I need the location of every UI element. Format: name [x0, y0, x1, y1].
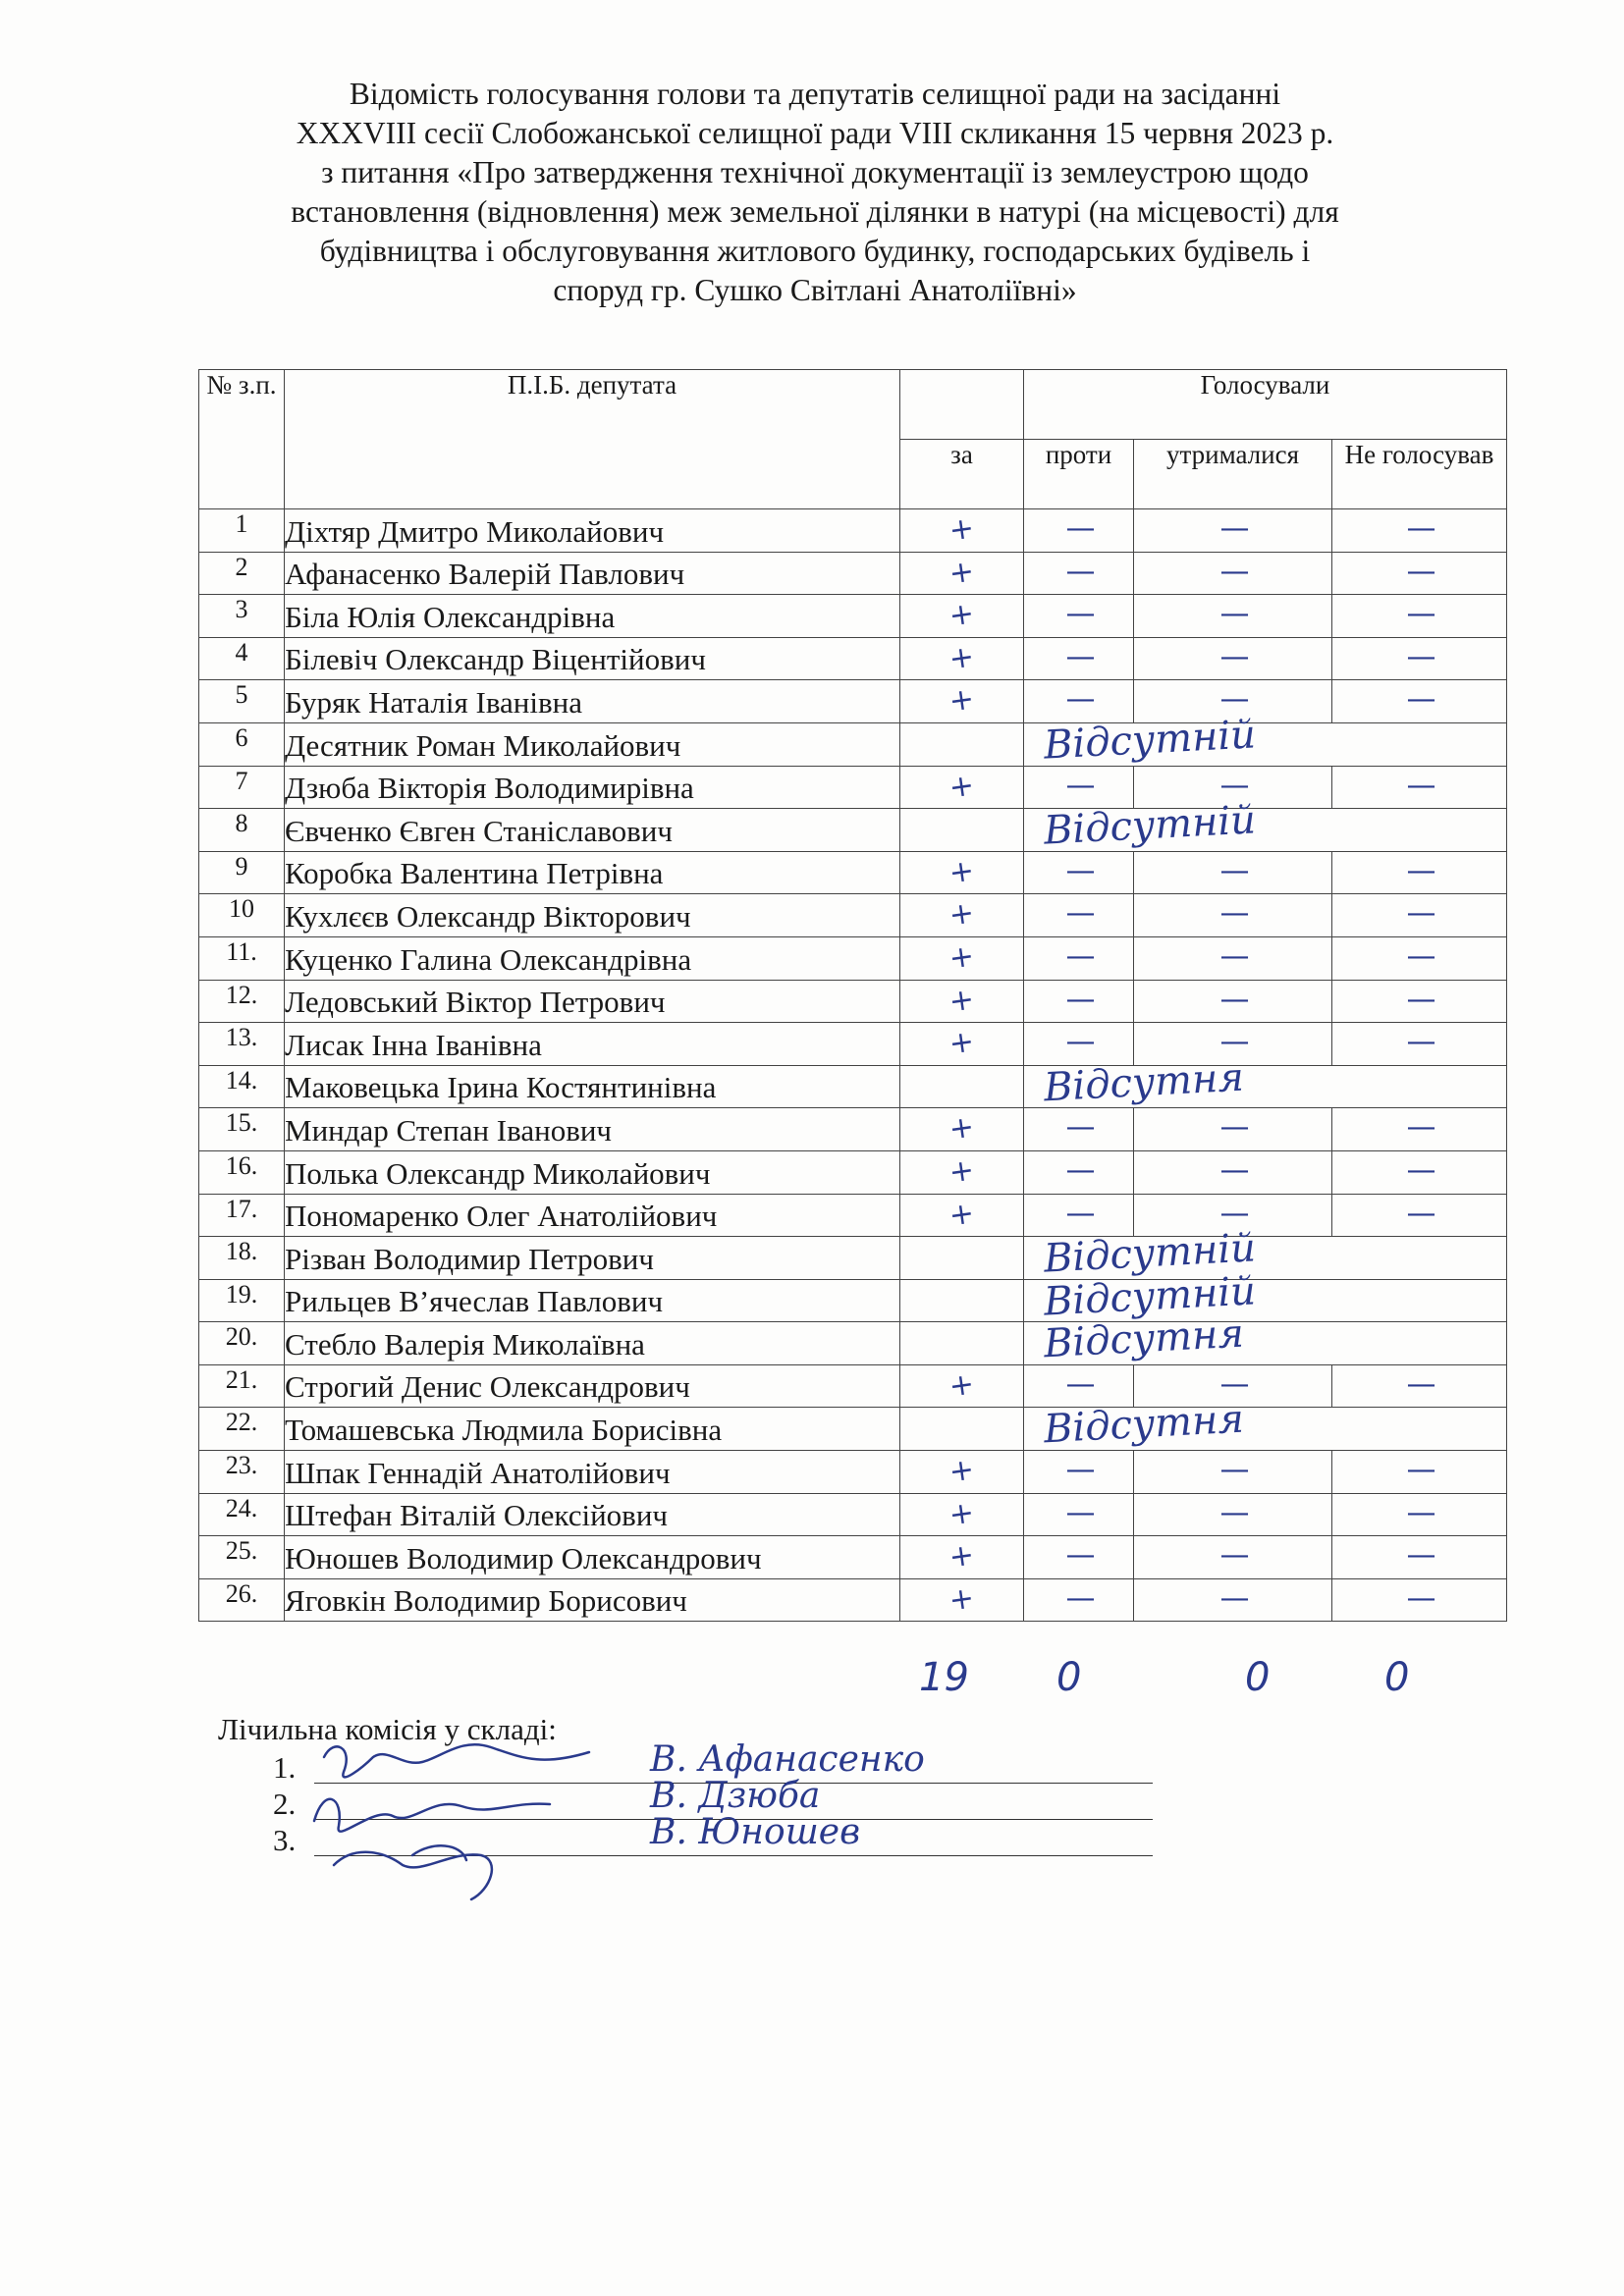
total-abstained: 0 — [1245, 1655, 1271, 1700]
vote-not-voted-cell — [1332, 1364, 1507, 1408]
row-number: 26. — [199, 1578, 285, 1622]
totals-row — [0, 1655, 1624, 1714]
signature-2 — [314, 1799, 550, 1832]
row-number: 23. — [199, 1451, 285, 1494]
table-row — [199, 1536, 1507, 1579]
vote-none-mark: — — [1219, 1366, 1246, 1402]
deputy-name: Томашевська Людмила Борисівна — [285, 1408, 900, 1451]
vote-not-voted-cell — [1332, 1150, 1507, 1194]
voting-table — [198, 369, 1507, 1622]
vote-for-mark: + — [947, 1109, 977, 1148]
table-row — [199, 509, 1507, 553]
vote-not-voted-cell — [1332, 936, 1507, 980]
table-row — [199, 766, 1507, 809]
vote-abstained-cell — [1134, 894, 1332, 937]
total-not-voted: 0 — [1384, 1655, 1410, 1700]
vote-not-voted-cell — [1332, 851, 1507, 894]
vote-none-mark: — — [1065, 639, 1092, 674]
vote-not-voted-cell — [1332, 1023, 1507, 1066]
vote-against-cell — [1024, 1451, 1134, 1494]
table-row — [199, 809, 1507, 852]
vote-for-cell — [900, 980, 1024, 1023]
vote-for-mark: + — [947, 596, 977, 634]
vote-against-cell — [1024, 595, 1134, 638]
vote-for-mark: + — [947, 1366, 977, 1405]
vote-none-mark: — — [1219, 1110, 1246, 1146]
title-line: з питання «Про затвердження технічної документації із землеустрою щодо — [321, 155, 1309, 189]
header-not-voted: Не голосував — [1332, 440, 1507, 509]
vote-none-mark: — — [1406, 1538, 1433, 1574]
vote-none-mark: — — [1219, 1495, 1246, 1530]
vote-none-mark: — — [1065, 1196, 1092, 1231]
row-number: 11. — [199, 936, 285, 980]
vote-none-mark: — — [1219, 896, 1246, 932]
absent-cell — [1024, 1054, 1507, 1111]
row-number: 18. — [199, 1237, 285, 1280]
deputy-name: Ледовський Віктор Петрович — [285, 980, 900, 1023]
vote-for-mark: + — [947, 1580, 977, 1619]
vote-for-cell — [900, 851, 1024, 894]
vote-against-cell — [1024, 851, 1134, 894]
absent-note: Відсутній — [1042, 1225, 1258, 1282]
vote-for-cell — [900, 1194, 1024, 1237]
vote-abstained-cell — [1134, 637, 1332, 680]
vote-for-cell — [900, 936, 1024, 980]
row-number: 4 — [199, 637, 285, 680]
signature-1 — [324, 1744, 589, 1777]
vote-abstained-cell — [1134, 936, 1332, 980]
row-number: 12. — [199, 980, 285, 1023]
vote-none-mark: — — [1406, 554, 1433, 589]
vote-for-cell — [900, 809, 1024, 852]
deputy-name: Буряк Наталія Іванівна — [285, 680, 900, 723]
vote-for-cell — [900, 1023, 1024, 1066]
vote-none-mark: — — [1219, 682, 1246, 718]
vote-none-mark: — — [1065, 1366, 1092, 1402]
vote-for-mark: + — [947, 510, 977, 549]
row-number: 14. — [199, 1065, 285, 1108]
vote-for-mark: + — [947, 1537, 977, 1575]
deputy-name: Миндар Степан Іванович — [285, 1108, 900, 1151]
vote-none-mark: — — [1065, 1152, 1092, 1188]
row-number: 2 — [199, 552, 285, 595]
vote-none-mark: — — [1219, 1025, 1246, 1060]
vote-against-cell — [1024, 680, 1134, 723]
vote-for-cell — [900, 1408, 1024, 1451]
vote-for-cell — [900, 1578, 1024, 1622]
vote-for-cell — [900, 595, 1024, 638]
vote-for-mark: + — [947, 853, 977, 891]
vote-against-cell — [1024, 980, 1134, 1023]
header-for: за — [900, 440, 1024, 509]
deputy-name: Різван Володимир Петрович — [285, 1237, 900, 1280]
vote-not-voted-cell — [1332, 894, 1507, 937]
table-row — [199, 552, 1507, 595]
deputy-name: Кухлєєв Олександр Вікторович — [285, 894, 900, 937]
header-abstained: утрималися — [1134, 440, 1332, 509]
total-for: 19 — [919, 1655, 969, 1700]
title-line: XXXVIII сесії Слобожанської селищної ради VIII скликання 15 червня 2023 р. — [296, 116, 1334, 150]
vote-not-voted-cell — [1332, 766, 1507, 809]
vote-for-mark: + — [947, 1024, 977, 1062]
vote-for-mark: + — [947, 639, 977, 677]
vote-for-cell — [900, 766, 1024, 809]
vote-none-mark: — — [1406, 1110, 1433, 1146]
vote-against-cell — [1024, 1108, 1134, 1151]
vote-against-cell — [1024, 552, 1134, 595]
vote-none-mark: — — [1219, 938, 1246, 974]
vote-for-cell — [900, 680, 1024, 723]
vote-not-voted-cell — [1332, 680, 1507, 723]
vote-for-cell — [900, 1451, 1024, 1494]
vote-for-mark: + — [947, 938, 977, 977]
absent-cell — [1024, 1268, 1507, 1325]
vote-none-mark: — — [1406, 1196, 1433, 1231]
row-number: 7 — [199, 766, 285, 809]
row-number: 5 — [199, 680, 285, 723]
vote-none-mark: — — [1065, 682, 1092, 718]
vote-none-mark: — — [1219, 1453, 1246, 1488]
vote-for-cell — [900, 1279, 1024, 1322]
header-blank — [900, 370, 1024, 440]
vote-not-voted-cell — [1332, 1493, 1507, 1536]
deputy-name: Коробка Валентина Петрівна — [285, 851, 900, 894]
deputy-name: Лисак Інна Іванівна — [285, 1023, 900, 1066]
table-row — [199, 595, 1507, 638]
absent-note: Відсутній — [1042, 1268, 1258, 1325]
vote-none-mark: — — [1065, 1110, 1092, 1146]
absent-cell — [1024, 712, 1507, 769]
row-number: 3 — [199, 595, 285, 638]
vote-against-cell — [1024, 637, 1134, 680]
deputy-name: Афанасенко Валерій Павлович — [285, 552, 900, 595]
vote-for-mark: + — [947, 1152, 977, 1191]
vote-for-cell — [900, 1108, 1024, 1151]
vote-for-cell — [900, 1237, 1024, 1280]
vote-none-mark: — — [1406, 639, 1433, 674]
vote-none-mark: — — [1065, 853, 1092, 888]
vote-not-voted-cell — [1332, 1536, 1507, 1579]
total-against: 0 — [1056, 1655, 1082, 1700]
vote-not-voted-cell — [1332, 595, 1507, 638]
title-line: будівництва і обслуговування житлового будинку, господарських будівель і — [319, 234, 1311, 268]
vote-none-mark: — — [1406, 896, 1433, 932]
vote-none-mark: — — [1065, 1538, 1092, 1574]
table-row — [199, 1364, 1507, 1408]
vote-against-cell — [1024, 1364, 1134, 1408]
commission-title: Лічильна комісія у складі: — [218, 1712, 557, 1746]
vote-none-mark: — — [1065, 1495, 1092, 1530]
vote-none-mark: — — [1065, 511, 1092, 546]
table-row — [199, 851, 1507, 894]
vote-for-mark: + — [947, 1495, 977, 1533]
row-number: 20. — [199, 1322, 285, 1365]
vote-not-voted-cell — [1332, 552, 1507, 595]
vote-abstained-cell — [1134, 980, 1332, 1023]
vote-against-cell — [1024, 766, 1134, 809]
row-number: 1 — [199, 509, 285, 553]
vote-for-mark: + — [947, 895, 977, 934]
vote-for-cell — [900, 1364, 1024, 1408]
row-number: 21. — [199, 1364, 285, 1408]
deputy-name: Євченко Євген Станіславович — [285, 809, 900, 852]
vote-abstained-cell — [1134, 1451, 1332, 1494]
vote-for-mark: + — [947, 981, 977, 1020]
vote-against-cell — [1024, 1194, 1134, 1237]
vote-abstained-cell — [1134, 509, 1332, 553]
table-row — [199, 1493, 1507, 1536]
deputy-name: Строгий Денис Олександрович — [285, 1364, 900, 1408]
vote-for-mark: + — [947, 681, 977, 720]
vote-none-mark: — — [1406, 982, 1433, 1017]
absent-note: Відсутня — [1042, 1310, 1245, 1367]
deputy-name: Куценко Галина Олександрівна — [285, 936, 900, 980]
vote-against-cell — [1024, 509, 1134, 553]
vote-not-voted-cell — [1332, 637, 1507, 680]
absent-cell — [1024, 1225, 1507, 1282]
vote-none-mark: — — [1065, 1025, 1092, 1060]
row-number: 10 — [199, 894, 285, 937]
vote-for-mark: + — [947, 554, 977, 592]
table-row — [199, 1150, 1507, 1194]
document-title — [196, 75, 1434, 310]
vote-none-mark: — — [1406, 938, 1433, 974]
vote-not-voted-cell — [1332, 1108, 1507, 1151]
vote-none-mark: — — [1406, 1025, 1433, 1060]
member-number: 3. — [273, 1823, 297, 1857]
absent-cell — [1024, 797, 1507, 854]
deputy-name: Десятник Роман Миколайович — [285, 722, 900, 766]
deputy-name: Маковецька Ірина Костянтинівна — [285, 1065, 900, 1108]
vote-none-mark: — — [1065, 554, 1092, 589]
member-name: В. Афанасенко — [650, 1739, 925, 1780]
vote-for-cell — [900, 637, 1024, 680]
vote-for-cell — [900, 509, 1024, 553]
vote-none-mark: — — [1065, 1453, 1092, 1488]
table-row — [199, 1065, 1507, 1108]
vote-none-mark: — — [1219, 1196, 1246, 1231]
vote-for-cell — [900, 722, 1024, 766]
vote-none-mark: — — [1065, 982, 1092, 1017]
vote-for-mark: + — [947, 1195, 977, 1234]
vote-not-voted-cell — [1332, 1451, 1507, 1494]
vote-none-mark: — — [1065, 896, 1092, 932]
vote-against-cell — [1024, 1578, 1134, 1622]
row-number: 22. — [199, 1408, 285, 1451]
vote-none-mark: — — [1219, 1538, 1246, 1574]
table-row — [199, 680, 1507, 723]
header-voted: Голосували — [1024, 370, 1507, 440]
vote-none-mark: — — [1219, 511, 1246, 546]
deputy-name: Штефан Віталій Олексійович — [285, 1493, 900, 1536]
vote-none-mark: — — [1406, 1495, 1433, 1530]
vote-not-voted-cell — [1332, 509, 1507, 553]
vote-abstained-cell — [1134, 1150, 1332, 1194]
signature-3 — [334, 1845, 492, 1899]
vote-none-mark: — — [1065, 1580, 1092, 1616]
vote-for-cell — [900, 1065, 1024, 1108]
deputy-name: Стебло Валерія Миколаївна — [285, 1322, 900, 1365]
table-row — [199, 936, 1507, 980]
table-row — [199, 1408, 1507, 1451]
vote-abstained-cell — [1134, 851, 1332, 894]
vote-against-cell — [1024, 936, 1134, 980]
vote-abstained-cell — [1134, 1108, 1332, 1151]
table-row — [199, 1108, 1507, 1151]
row-number: 24. — [199, 1493, 285, 1536]
header-name: П.І.Б. депутата — [285, 370, 900, 509]
table-row — [199, 637, 1507, 680]
vote-abstained-cell — [1134, 552, 1332, 595]
title-line: споруд гр. Сушко Світлані Анатоліївні» — [553, 273, 1077, 307]
vote-not-voted-cell — [1332, 980, 1507, 1023]
vote-for-cell — [900, 1536, 1024, 1579]
vote-for-mark: + — [947, 1452, 977, 1490]
vote-none-mark: — — [1065, 597, 1092, 632]
table-row — [199, 1578, 1507, 1622]
vote-none-mark: — — [1219, 597, 1246, 632]
vote-abstained-cell — [1134, 1493, 1332, 1536]
row-number: 25. — [199, 1536, 285, 1579]
table-row — [199, 894, 1507, 937]
vote-not-voted-cell — [1332, 1194, 1507, 1237]
vote-none-mark: — — [1065, 938, 1092, 974]
table-row — [199, 722, 1507, 766]
vote-abstained-cell — [1134, 595, 1332, 638]
absent-note: Відсутня — [1042, 1397, 1245, 1453]
title-line: Відомість голосування голови та депутатів селищної ради на засіданні — [349, 77, 1281, 111]
vote-for-cell — [900, 1150, 1024, 1194]
vote-against-cell — [1024, 894, 1134, 937]
deputy-name: Діхтяр Дмитро Миколайович — [285, 509, 900, 553]
vote-for-mark: + — [947, 767, 977, 806]
row-number: 13. — [199, 1023, 285, 1066]
row-number: 8 — [199, 809, 285, 852]
vote-none-mark: — — [1406, 597, 1433, 632]
vote-for-cell — [900, 552, 1024, 595]
title-line: встановлення (відновлення) меж земельної ділянки в натурі (на місцевості) для — [291, 194, 1339, 229]
vote-against-cell — [1024, 1023, 1134, 1066]
row-number: 16. — [199, 1150, 285, 1194]
vote-none-mark: — — [1219, 639, 1246, 674]
vote-not-voted-cell — [1332, 1578, 1507, 1622]
vote-none-mark: — — [1406, 1453, 1433, 1488]
handwritten-signatures — [295, 1728, 648, 1904]
absent-note: Відсутній — [1042, 797, 1258, 854]
row-number: 9 — [199, 851, 285, 894]
vote-against-cell — [1024, 1536, 1134, 1579]
deputy-name: Полька Олександр Миколайович — [285, 1150, 900, 1194]
vote-none-mark: — — [1406, 1366, 1433, 1402]
member-number: 2. — [273, 1787, 297, 1821]
table-row — [199, 1023, 1507, 1066]
absent-note: Відсутній — [1042, 712, 1258, 769]
row-number: 19. — [199, 1279, 285, 1322]
absent-cell — [1024, 1310, 1507, 1367]
vote-none-mark: — — [1219, 554, 1246, 589]
absent-note: Відсутня — [1042, 1054, 1245, 1111]
vote-none-mark: — — [1065, 768, 1092, 803]
deputy-name: Білевіч Олександр Віцентійович — [285, 637, 900, 680]
vote-abstained-cell — [1134, 1536, 1332, 1579]
vote-none-mark: — — [1219, 1580, 1246, 1616]
vote-against-cell — [1024, 1150, 1134, 1194]
vote-for-cell — [900, 894, 1024, 937]
vote-none-mark: — — [1219, 768, 1246, 803]
deputy-name: Пономаренко Олег Анатолійович — [285, 1194, 900, 1237]
table-row — [199, 1279, 1507, 1322]
table-row — [199, 980, 1507, 1023]
voting-table-body — [199, 509, 1507, 1622]
vote-none-mark: — — [1406, 682, 1433, 718]
table-row — [199, 1194, 1507, 1237]
member-number: 1. — [273, 1750, 297, 1785]
deputy-name: Шпак Геннадій Анатолійович — [285, 1451, 900, 1494]
deputy-name: Юношев Володимир Олександрович — [285, 1536, 900, 1579]
deputy-name: Біла Юлія Олександрівна — [285, 595, 900, 638]
vote-none-mark: — — [1219, 982, 1246, 1017]
vote-none-mark: — — [1406, 1152, 1433, 1188]
table-row — [199, 1237, 1507, 1280]
vote-none-mark: — — [1219, 1152, 1246, 1188]
deputy-name: Рильцев В’ячеслав Павлович — [285, 1279, 900, 1322]
deputy-name: Яговкін Володимир Борисович — [285, 1578, 900, 1622]
deputy-name: Дзюба Вікторія Володимирівна — [285, 766, 900, 809]
vote-against-cell — [1024, 1493, 1134, 1536]
row-number: 17. — [199, 1194, 285, 1237]
row-number: 6 — [199, 722, 285, 766]
vote-none-mark: — — [1219, 853, 1246, 888]
member-name: В. Юношев — [650, 1812, 861, 1852]
header-number: № з.п. — [199, 370, 285, 509]
vote-none-mark: — — [1406, 853, 1433, 888]
vote-none-mark: — — [1406, 511, 1433, 546]
table-row — [199, 1451, 1507, 1494]
row-number: 15. — [199, 1108, 285, 1151]
vote-none-mark: — — [1406, 768, 1433, 803]
header-against: проти — [1024, 440, 1134, 509]
vote-for-cell — [900, 1322, 1024, 1365]
vote-abstained-cell — [1134, 1578, 1332, 1622]
vote-for-cell — [900, 1493, 1024, 1536]
table-row — [199, 1322, 1507, 1365]
vote-none-mark: — — [1406, 1580, 1433, 1616]
absent-cell — [1024, 1397, 1507, 1453]
member-name: В. Дзюба — [650, 1776, 821, 1816]
